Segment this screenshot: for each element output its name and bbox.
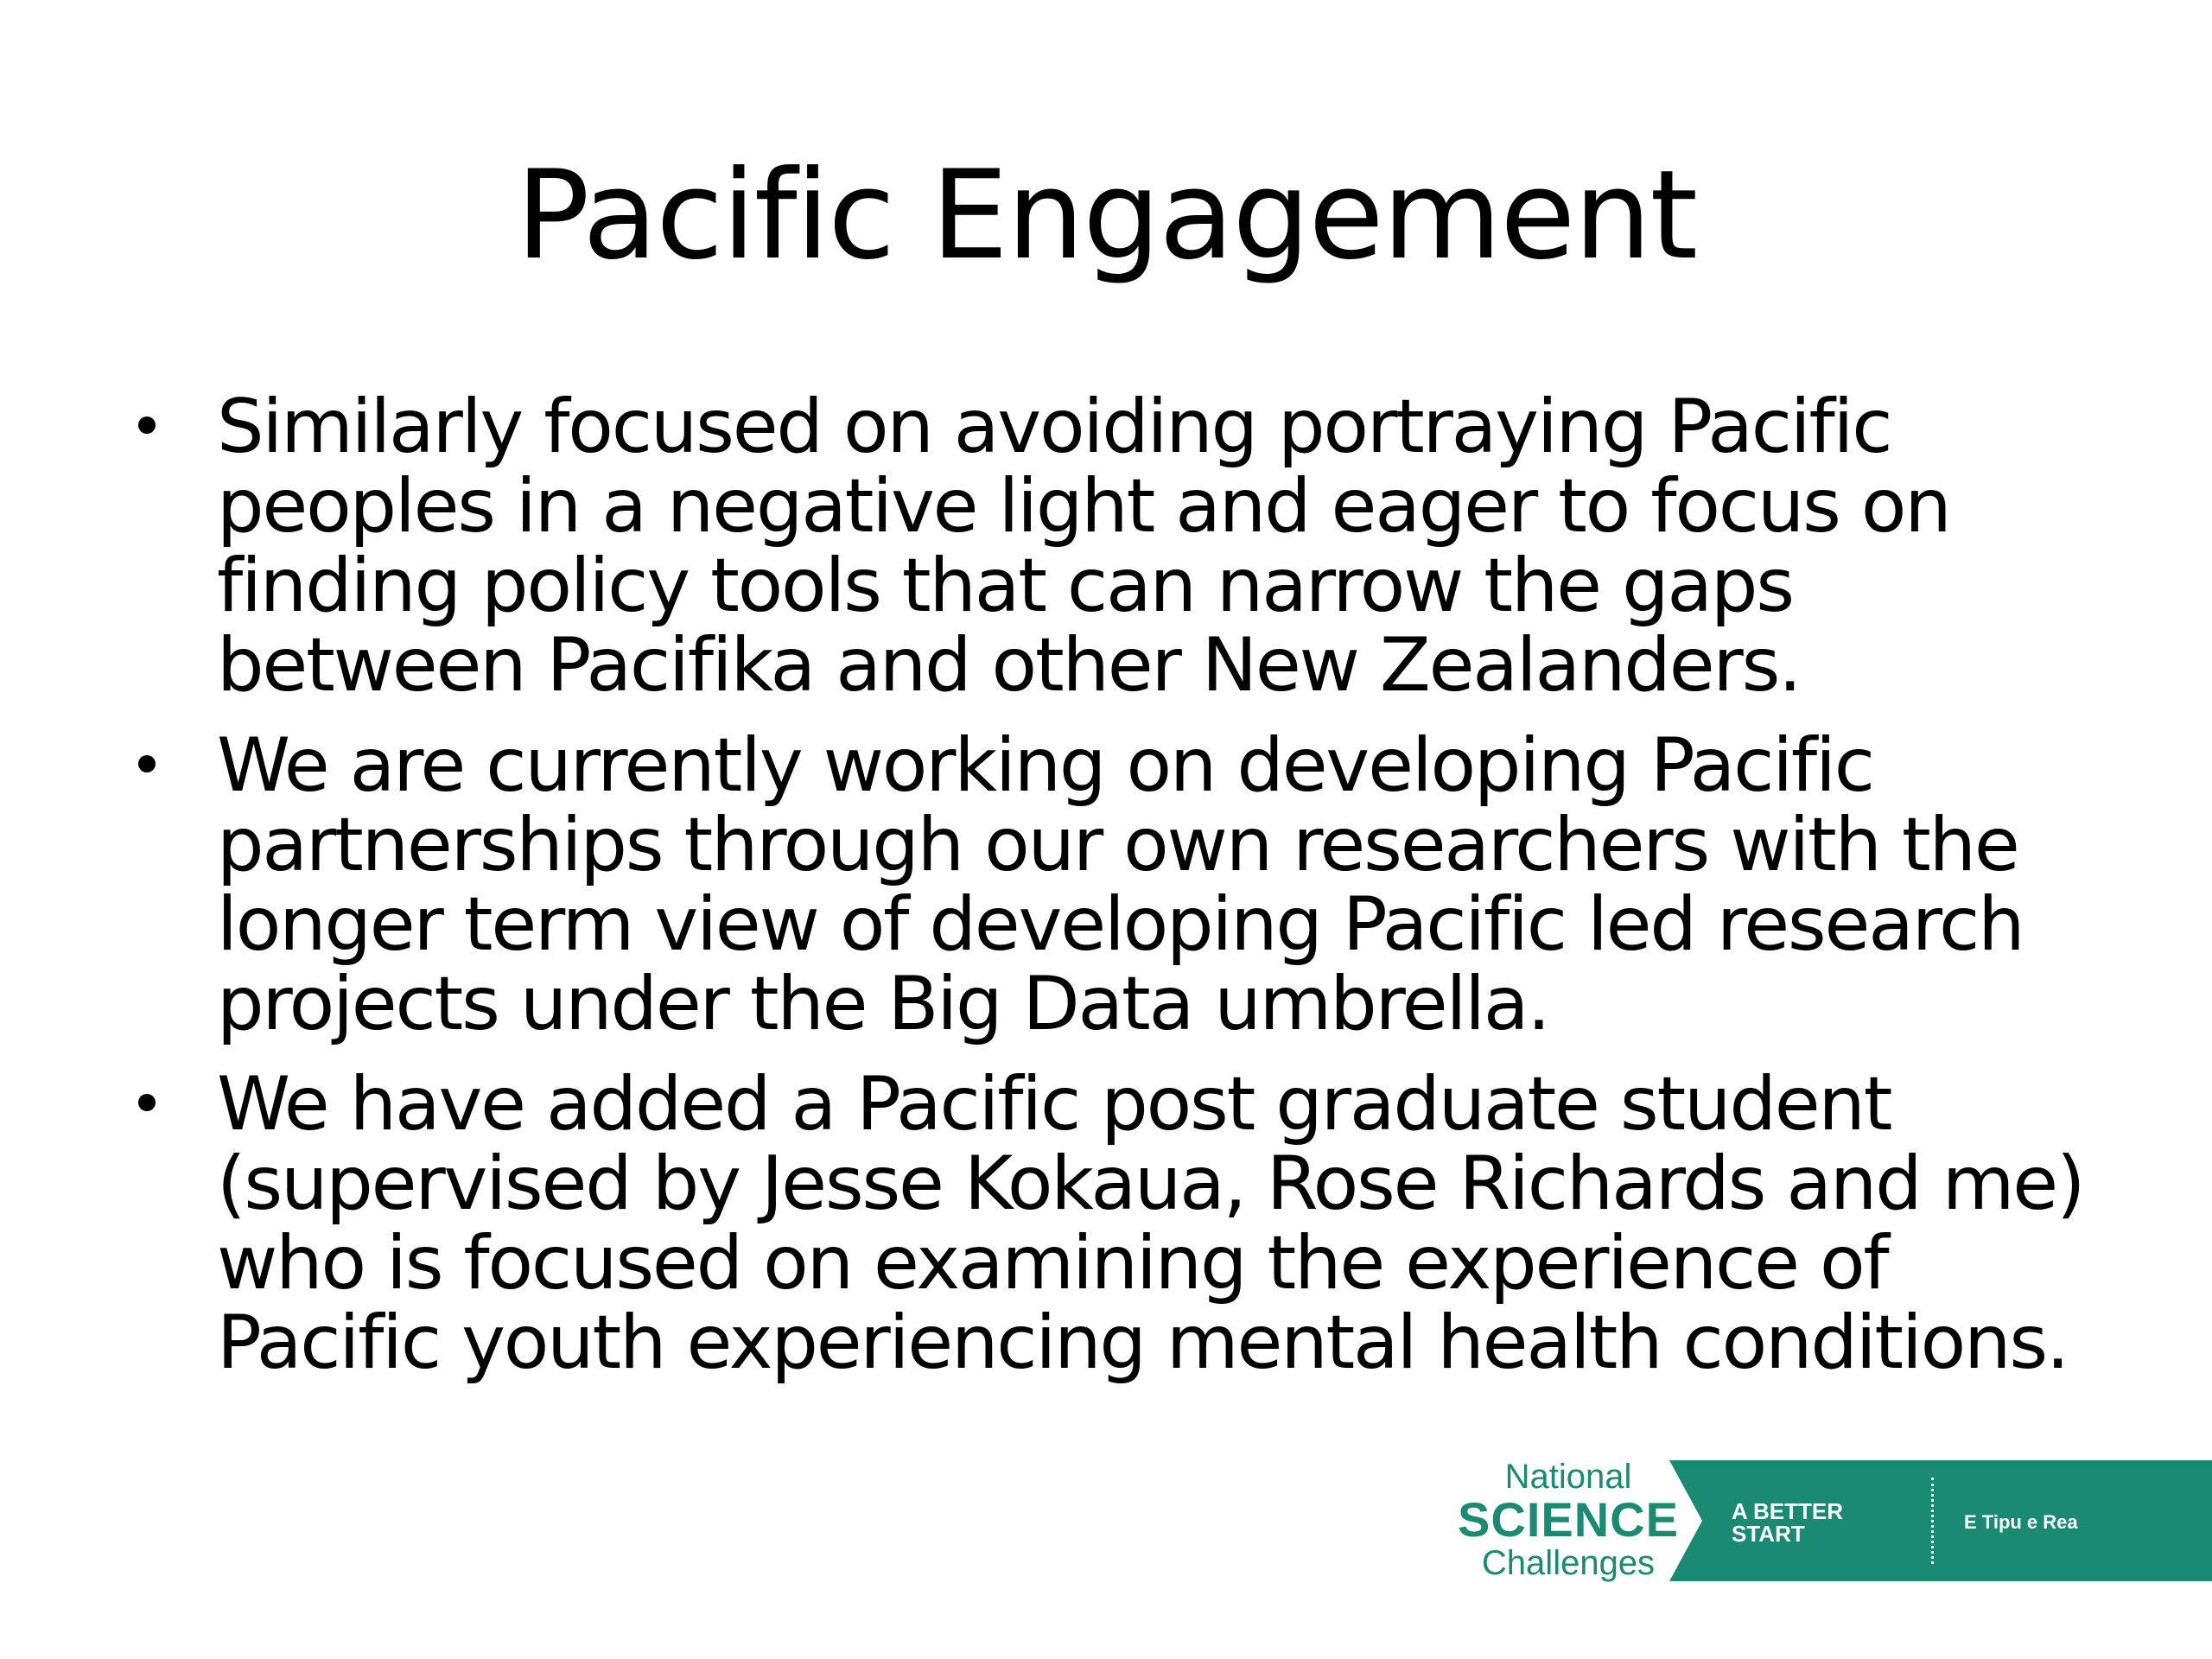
bullet-list bbox=[128, 384, 2115, 1403]
bullet-dot-icon bbox=[138, 755, 156, 772]
logo-divider bbox=[1931, 1478, 1934, 1564]
slide-title: Pacific Engagement bbox=[515, 144, 1697, 287]
bullet-text: Similarly focused on avoiding portraying Pacific peoples in a negative light and eager to focus on finding policy tools that can narrow the gaps between Pacifika and other New Zealanders. bbox=[217, 384, 1950, 709]
logo-better-start bbox=[1732, 1500, 1861, 1545]
bullet-dot-icon bbox=[138, 416, 156, 434]
logo-national-text: National bbox=[1504, 1458, 1632, 1496]
logo-better-line1: A BETTER bbox=[1732, 1498, 1844, 1524]
bullet-text: We are currently working on developing Pacific partnerships through our own researchers with the longer term view of developing Pacific led research projects under the Big Data umbrella. bbox=[217, 722, 2024, 1047]
logo-science-text: SCIENCE bbox=[1458, 1492, 1679, 1547]
bullet-item bbox=[128, 722, 2115, 1047]
logo-challenges-text: Challenges bbox=[1481, 1544, 1656, 1582]
national-science-challenges-logo bbox=[1443, 1452, 2212, 1588]
logo-wordmark bbox=[1443, 1457, 1694, 1586]
bullet-item bbox=[128, 384, 2115, 709]
bullet-item bbox=[128, 1061, 2115, 1386]
bullet-dot-icon bbox=[138, 1094, 156, 1111]
logo-tagline: E Tipu e Rea bbox=[1964, 1511, 2078, 1533]
bullet-text: We have added a Pacific post graduate student (supervised by Jesse Kokaua, Rose Richards and me) who is focused on examining the experience of Pacific youth experiencing mental health conditions. bbox=[217, 1061, 2084, 1386]
logo-better-line2: START bbox=[1732, 1521, 1805, 1547]
